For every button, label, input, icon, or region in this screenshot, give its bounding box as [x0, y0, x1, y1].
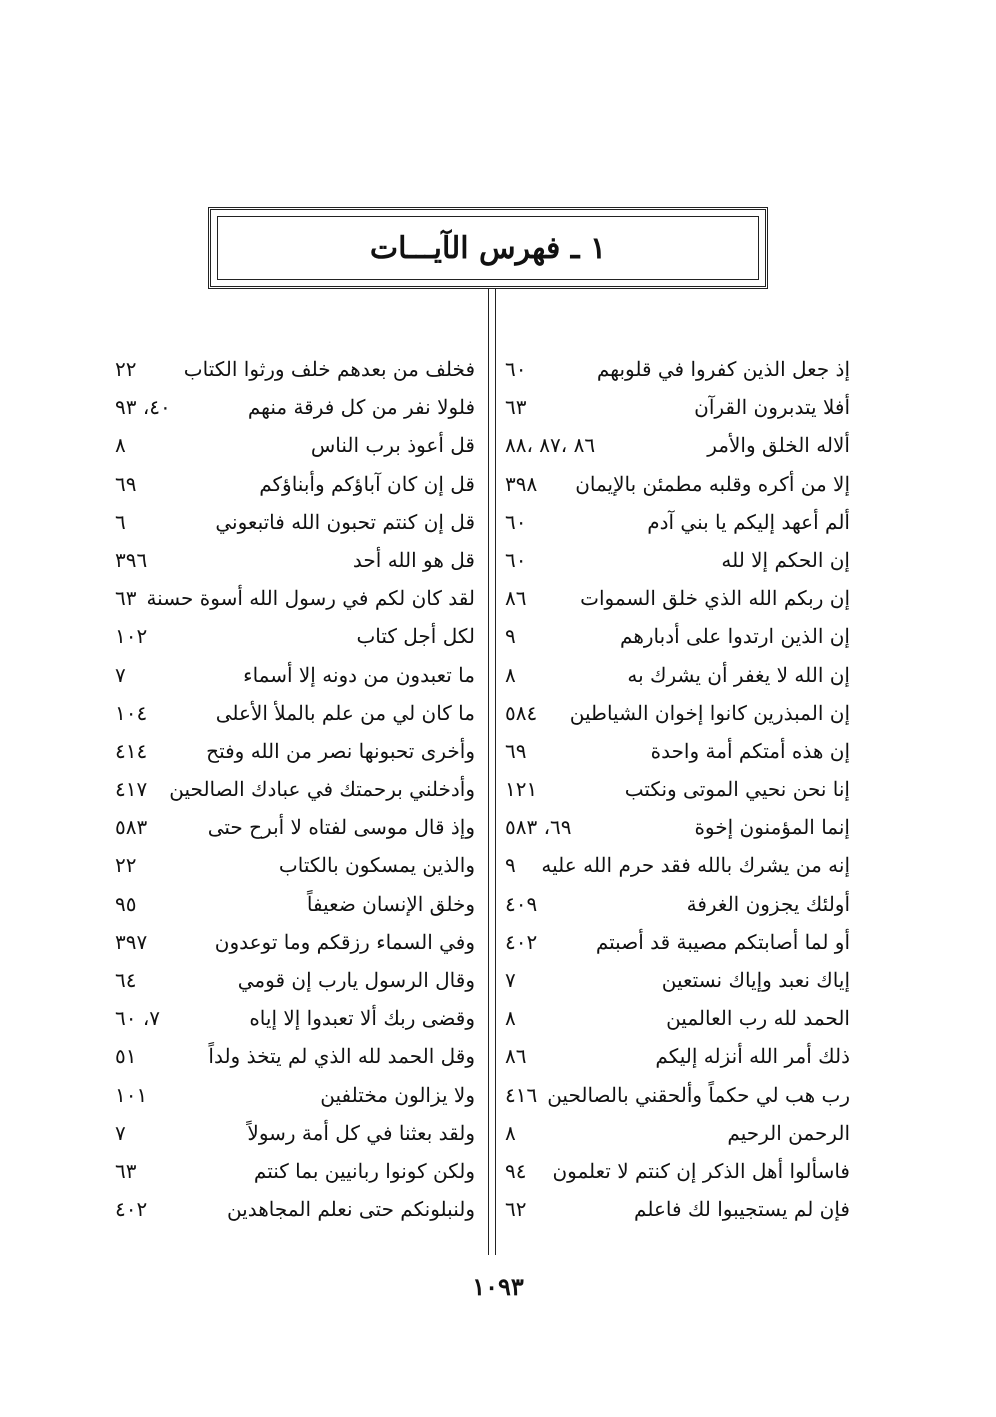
verse-text: وقضى ربك ألا تعبدوا إلا إياه [249, 1006, 475, 1031]
index-row [115, 617, 475, 655]
page-references: ١٠٢ [115, 624, 148, 649]
index-row [505, 541, 850, 579]
index-row [505, 732, 850, 770]
verse-text: فاسألوا أهل الذكر إن كنتم لا تعلمون [552, 1158, 850, 1183]
index-row [115, 999, 475, 1037]
verse-text: أو لما أصابتكم مصيبة قد أصبتم [595, 929, 850, 954]
verse-text: الحمد لله رب العالمين [666, 1006, 850, 1031]
page-references: ٤٠٢ [115, 1197, 148, 1222]
index-row [505, 656, 850, 694]
index-row [115, 541, 475, 579]
verse-text: فلولا نفر من كل فرقة منهم [247, 395, 475, 420]
index-row [115, 579, 475, 617]
page-references: ٦٩، ٥٨٣ [505, 815, 572, 840]
index-row [505, 694, 850, 732]
page-references: ٤١٦ [505, 1082, 538, 1107]
right-column [505, 350, 850, 1228]
title-box-inner [217, 216, 759, 280]
index-row [505, 426, 850, 464]
verse-text: وفي السماء رزقكم وما توعدون [214, 929, 475, 954]
page-references: ١٠٤ [115, 700, 148, 725]
index-row [505, 1114, 850, 1152]
verse-text: إياك نعبد وإياك نستعين [661, 968, 850, 992]
index-row [505, 1190, 850, 1228]
index-row [115, 465, 475, 503]
index-row [115, 350, 475, 388]
verse-text: ما تعبدون من دونه إلا أسماء [243, 662, 475, 687]
page-references: ٦٣ [115, 1158, 137, 1183]
page-references: ٦٣ [115, 586, 137, 611]
index-row [505, 808, 850, 846]
page-number: ١٠٩٣ [472, 1272, 524, 1301]
index-row [115, 426, 475, 464]
index-row [115, 732, 475, 770]
index-row [115, 885, 475, 923]
page-references: ٢٢ [115, 357, 137, 381]
page-references: ٣٩٧ [115, 929, 148, 954]
index-row [115, 503, 475, 541]
index-row [505, 961, 850, 999]
verse-text: إن المبذرين كانوا إخوان الشياطين [569, 700, 850, 725]
verse-text: ولا يزالون مختلفين [320, 1082, 475, 1107]
page-references: ٩٥ [115, 891, 137, 916]
index-row [505, 846, 850, 884]
verse-text: قل هو الله أحد [352, 547, 475, 572]
verse-text: إن ربكم الله الذي خلق السموات [580, 586, 850, 611]
verse-text: أولئك يجزون الغرفة [686, 891, 850, 916]
page-references: ٦٣ [505, 395, 527, 420]
page-references: ٨ [505, 662, 516, 687]
index-row [505, 465, 850, 503]
verse-text: ذلك أمر الله أنزله إليكم [655, 1044, 850, 1069]
page-references: ٦٠ [505, 547, 527, 572]
page-references: ٧ [505, 968, 516, 992]
page-references: ٩٤ [505, 1158, 527, 1183]
verse-text: قل إن كان آباؤكم وأبناؤكم [259, 471, 475, 496]
verse-text: إن الحكم إلا لله [721, 547, 850, 572]
page-references: ٥٨٣ [115, 815, 148, 840]
verse-text: ولنبلونكم حتى نعلم المجاهدين [226, 1197, 475, 1222]
page-references: ٣٩٦ [115, 547, 148, 572]
index-row [115, 1037, 475, 1075]
index-row [505, 923, 850, 961]
verse-text: إنما المؤمنون إخوة [694, 815, 850, 840]
verse-text: فخلف من بعدهم خلف ورثوا الكتاب [183, 357, 475, 381]
verse-text: إنا نحن نحيي الموتى ونكتب [624, 777, 850, 802]
left-column [115, 350, 475, 1228]
verse-text: إن الذين ارتدوا على أدبارهم [620, 624, 850, 649]
column-divider [488, 289, 496, 1255]
page-references: ٤٠، ٩٣ [115, 395, 171, 420]
page-references: ٦٤ [115, 968, 137, 992]
verse-text: والذين يمسكون بالكتاب [278, 853, 475, 878]
verse-text: لقد كان لكم في رسول الله أسوة حسنة [146, 586, 475, 611]
page-references: ٦٩ [505, 738, 527, 763]
verse-text: رب هب لي حكماً وألحقني بالصالحين [547, 1082, 850, 1107]
page-references: ٨٦ ،٨٧ ،٨٨ [505, 433, 596, 458]
page-references: ٤٠٩ [505, 891, 538, 916]
verse-text: ألم أعهد إليكم يا بني آدم [647, 509, 850, 534]
verse-text: وقال الرسول يارب إن قومي [237, 968, 475, 992]
index-row [115, 1076, 475, 1114]
index-row [505, 579, 850, 617]
index-row [115, 656, 475, 694]
index-row [115, 808, 475, 846]
page-references: ٨ [505, 1006, 516, 1031]
page-references: ٤٠٢ [505, 929, 538, 954]
index-row [505, 350, 850, 388]
page-references: ١٢١ [505, 777, 538, 802]
page-references: ٩ [505, 624, 516, 649]
page-references: ٨ [505, 1120, 516, 1145]
verse-text: إن هذه أمتكم أمة واحدة [650, 738, 850, 763]
verse-text: وإذ قال موسى لفتاه لا أبرح حتى [207, 815, 475, 840]
index-row [115, 846, 475, 884]
verse-text: قل إن كنتم تحبون الله فاتبعوني [215, 509, 475, 534]
verse-text: ولكن كونوا ربانيين بما كنتم [253, 1158, 475, 1183]
index-row [115, 961, 475, 999]
page-references: ٤١٧ [115, 777, 148, 802]
index-row [505, 617, 850, 655]
title-box [208, 207, 768, 289]
page-references: ٦ [115, 509, 126, 534]
page-references: ٦٠ [505, 509, 527, 534]
verse-text: إن الله لا يغفر أن يشرك به [627, 662, 850, 687]
page-references: ٧ [115, 1120, 126, 1145]
page-references: ١٠١ [115, 1082, 148, 1107]
page-references: ٣٩٨ [505, 471, 538, 496]
verse-text: وأدخلني برحمتك في عبادك الصالحين [169, 777, 475, 802]
index-row [115, 1114, 475, 1152]
verse-text: لكل أجل كتاب [356, 624, 475, 649]
page-references: ٥٨٤ [505, 700, 538, 725]
index-row [115, 923, 475, 961]
index-row [505, 388, 850, 426]
index-row [115, 1190, 475, 1228]
verse-text: قل أعوذ برب الناس [310, 433, 475, 458]
page-references: ٤١٤ [115, 738, 148, 763]
verse-text: أفلا يتدبرون القرآن [694, 395, 850, 420]
page-references: ٦٩ [115, 471, 137, 496]
index-row [505, 1076, 850, 1114]
index-row [505, 1152, 850, 1190]
index-row [505, 1037, 850, 1075]
index-row [115, 1152, 475, 1190]
index-title: ١ ـ فهرس الآيـــات [369, 230, 607, 266]
verse-text: وأخرى تحبونها نصر من الله وفتح [206, 738, 475, 763]
page-references: ٧ [115, 662, 126, 687]
index-row [115, 770, 475, 808]
verse-text: ولقد بعثنا في كل أمة رسولاً [247, 1120, 475, 1145]
verse-text: وقل الحمد لله الذي لم يتخذ ولداً [208, 1044, 475, 1069]
page-references: ٥١ [115, 1044, 137, 1069]
index-row [505, 885, 850, 923]
verse-text: ما كان لي من علم بالملأ الأعلى [215, 700, 475, 725]
page-references: ٧، ٦٠ [115, 1006, 161, 1031]
verse-text: إنه من يشرك بالله فقد حرم الله عليه [541, 853, 850, 878]
page-references: ٨٦ [505, 586, 527, 611]
page-references: ٩ [505, 853, 516, 878]
index-row [115, 694, 475, 732]
page-references: ٦٢ [505, 1197, 527, 1222]
index-row [505, 770, 850, 808]
verse-text: الرحمن الرحيم [727, 1120, 850, 1145]
verse-text: إذ جعل الذين كفروا في قلوبهم [596, 357, 850, 381]
verse-text: ألاله الخلق والأمر [707, 433, 850, 458]
index-row [505, 503, 850, 541]
verse-text: وخلق الإنسان ضعيفاً [306, 891, 475, 916]
page-references: ٦٠ [505, 357, 527, 381]
verse-text: إلا من أكره وقلبه مطمئن بالإيمان [575, 471, 850, 496]
index-row [115, 388, 475, 426]
page-references: ٨٦ [505, 1044, 527, 1069]
page-references: ٢٢ [115, 853, 137, 878]
index-row [505, 999, 850, 1037]
verse-text: فإن لم يستجيبوا لك فاعلم [634, 1197, 850, 1222]
page-references: ٨ [115, 433, 126, 458]
